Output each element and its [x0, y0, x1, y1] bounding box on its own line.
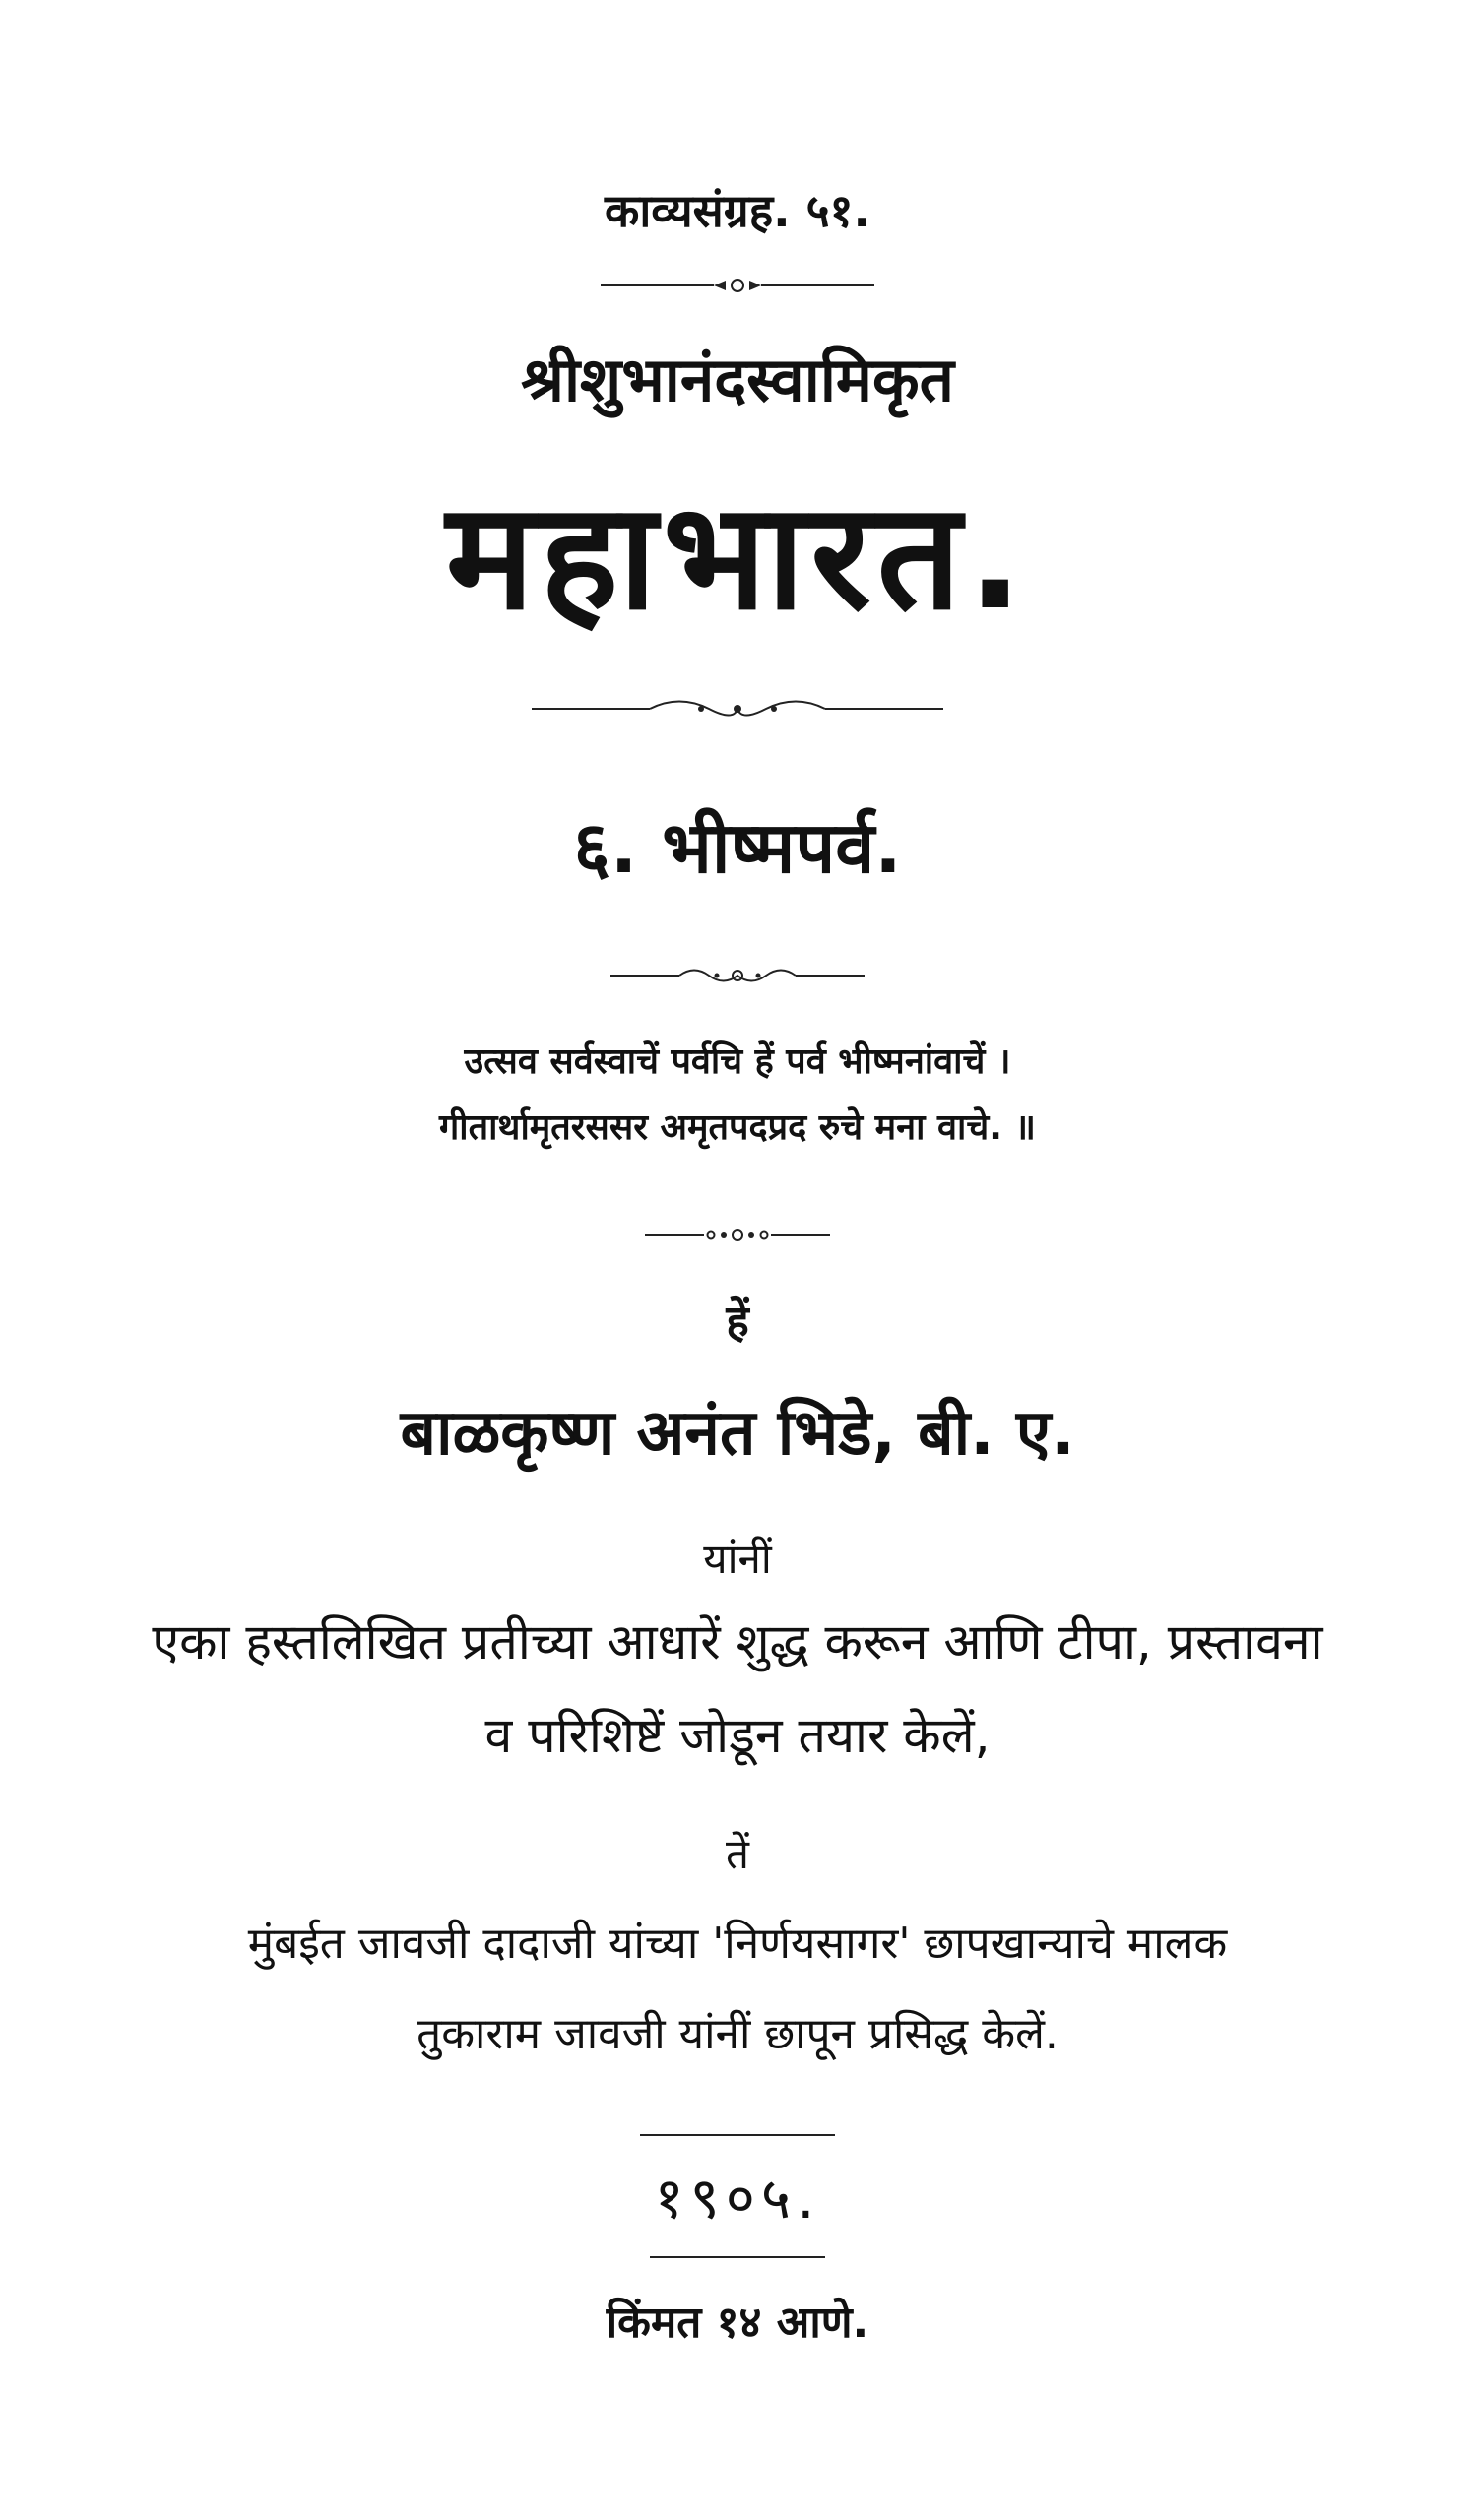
book-title: महाभारत.: [445, 472, 1030, 643]
connector-yanni: यांनीं: [703, 1535, 772, 1583]
rule-above-year: [640, 2134, 835, 2136]
verse-line-1: उत्सव सर्वस्वाचें पर्वचि हें पर्व भीष्मनांवाचें ।: [464, 1041, 1011, 1082]
parva-heading: ६. भीष्मपर्व.: [573, 806, 902, 889]
description-line-2: व परिशिष्टें जोडून तयार केलें,: [484, 1707, 991, 1764]
series-label: काव्यसंग्रह. ५१.: [605, 184, 870, 237]
verse-line-2: गीतार्थामृतरससर अमृतपदप्रद रुचे मना वाचे. ॥: [439, 1107, 1036, 1148]
ornament-divider-4: [0, 1226, 1475, 1245]
publication-year: १९०५.: [654, 2165, 821, 2232]
rule-below-year: [650, 2256, 825, 2258]
ornament-divider-1: [0, 276, 1475, 295]
ornament-divider-3: [0, 963, 1475, 988]
publisher-line-1: मुंबईत जावजी दादाजी यांच्या 'निर्णयसागर' छापखान्याचे मालक: [247, 1919, 1228, 1969]
publisher-line-2: तुकाराम जावजी यांनीं छापून प्रसिद्ध केलें.: [417, 2009, 1058, 2059]
ornament-divider-2: [0, 694, 1475, 724]
price: किंमत १४ आणे.: [606, 2298, 869, 2348]
attribution: श्रीशुभानंदस्वामिकृत: [521, 344, 954, 415]
connector-he: हें: [726, 1296, 749, 1347]
connector-te: तें: [726, 1830, 749, 1878]
description-line-1: एका हस्तलिखित प्रतीच्या आधारें शुद्ध करून आणि टीपा, प्रस्तावना: [152, 1613, 1323, 1670]
author-name: बाळकृष्ण अनंत भिडे, बी. ए.: [400, 1397, 1075, 1470]
